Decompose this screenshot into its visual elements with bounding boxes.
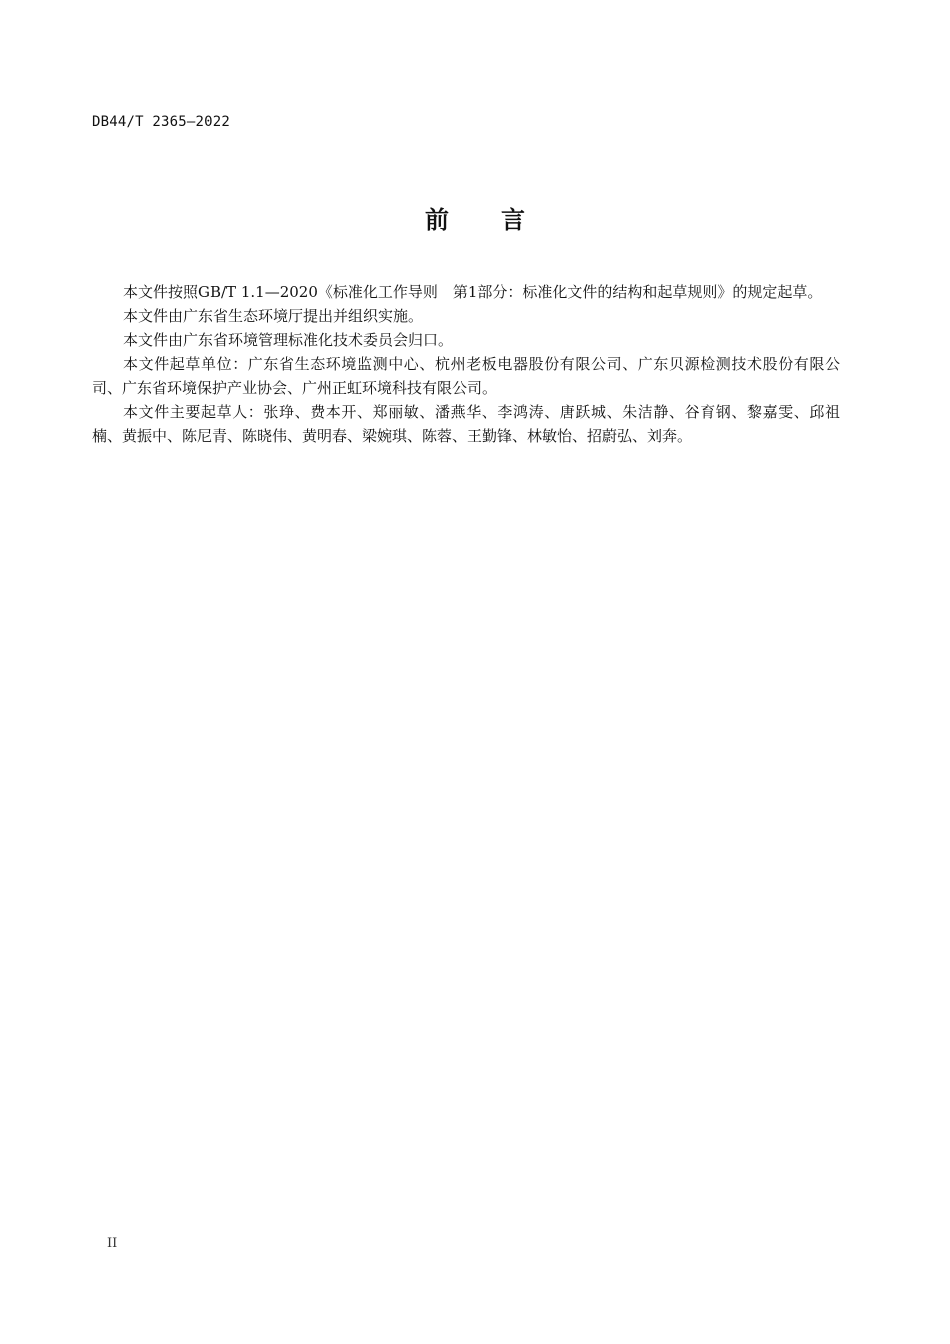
paragraph-drafting-organizations: 本文件起草单位：广东省生态环境监测中心、杭州老板电器股份有限公司、广东贝源检测技术股份有限公司、广东省环境保护产业协会、广州正虹环境科技有限公司。	[92, 355, 840, 397]
foreword-body	[92, 280, 840, 448]
document-standard-number: DB44/T 2365—2022	[92, 114, 231, 130]
paragraph-drafters: 本文件主要起草人：张琤、费本开、郑丽敏、潘燕华、李鸿涛、唐跃城、朱洁静、谷育钢、黎嘉雯、邱祖楠、黄振中、陈尼青、陈晓伟、黄明春、梁婉琪、陈蓉、王勤锋、林敏怡、招蔚弘、刘奔。	[92, 403, 840, 445]
page-title	[0, 200, 950, 235]
title-char-1: 前	[425, 206, 449, 234]
title-char-2: 言	[501, 206, 525, 234]
paragraph-technical-committee: 本文件由广东省环境管理标准化技术委员会归口。	[123, 331, 454, 349]
paragraph-proposer: 本文件由广东省生态环境厅提出并组织实施。	[123, 307, 424, 325]
page-number: II	[107, 1236, 118, 1251]
paragraph-drafting-rules: 本文件按照GB/T 1.1—2020《标准化工作导则 第1部分：标准化文件的结构和起草规则》的规定起草。	[123, 283, 823, 301]
